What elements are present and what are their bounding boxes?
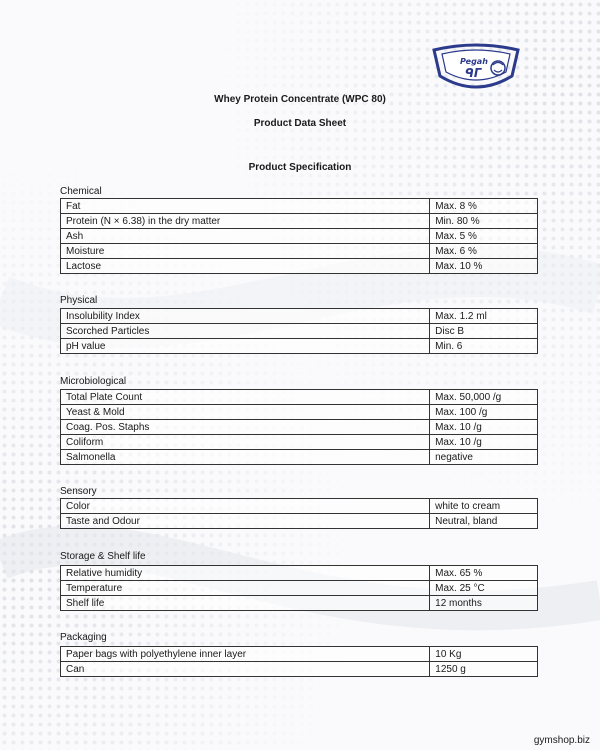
section-label-sensory: Sensory bbox=[60, 486, 97, 497]
spec-name: pH value bbox=[61, 339, 430, 354]
spec-value: Disc B bbox=[430, 324, 538, 339]
spec-value: Max. 100 /g bbox=[430, 405, 538, 420]
spec-value: Max. 6 % bbox=[430, 244, 538, 259]
table-row bbox=[61, 514, 538, 529]
spec-value: Neutral, bland bbox=[430, 514, 538, 529]
spec-name: Yeast & Mold bbox=[61, 405, 430, 420]
spec-value: 1250 g bbox=[430, 662, 538, 677]
table-sensory bbox=[60, 498, 538, 529]
table-row bbox=[61, 450, 538, 465]
table-row bbox=[61, 662, 538, 677]
spec-value: 10 Kg bbox=[430, 647, 538, 662]
table-row bbox=[61, 435, 538, 450]
table-row bbox=[61, 390, 538, 405]
spec-value: white to cream bbox=[430, 499, 538, 514]
table-row bbox=[61, 199, 538, 214]
spec-value: Max. 10 /g bbox=[430, 435, 538, 450]
spec-value: Max. 8 % bbox=[430, 199, 538, 214]
spec-value: Max. 10 /g bbox=[430, 420, 538, 435]
table-row bbox=[61, 405, 538, 420]
table-chemical bbox=[60, 198, 538, 274]
spec-value: Max. 25 °C bbox=[430, 581, 538, 596]
spec-heading: Product Specification bbox=[248, 162, 352, 173]
table-row bbox=[61, 581, 538, 596]
table-storage bbox=[60, 565, 538, 611]
table-microbiological bbox=[60, 389, 538, 465]
section-label-storage: Storage & Shelf life bbox=[60, 551, 146, 562]
logo-wordmark: Pegah bbox=[460, 57, 488, 66]
spec-name: Relative humidity bbox=[61, 566, 430, 581]
spec-name: Lactose bbox=[61, 259, 430, 274]
spec-value: negative bbox=[430, 450, 538, 465]
table-row bbox=[61, 596, 538, 611]
spec-value: 12 months bbox=[430, 596, 538, 611]
document-title: Whey Protein Concentrate (WPC 80) bbox=[214, 94, 386, 105]
table-row bbox=[61, 309, 538, 324]
spec-name: Temperature bbox=[61, 581, 430, 596]
table-physical bbox=[60, 308, 538, 354]
section-label-packaging: Packaging bbox=[60, 632, 107, 643]
spec-value: Min. 6 bbox=[430, 339, 538, 354]
spec-value: Min. 80 % bbox=[430, 214, 538, 229]
spec-value: Max. 1.2 ml bbox=[430, 309, 538, 324]
spec-name: Can bbox=[61, 662, 430, 677]
section-label-microbiological: Microbiological bbox=[60, 376, 127, 387]
table-row bbox=[61, 566, 538, 581]
spec-name: Taste and Odour bbox=[61, 514, 430, 529]
spec-name: Color bbox=[61, 499, 430, 514]
spec-name: Coag. Pos. Staphs bbox=[61, 420, 430, 435]
table-row bbox=[61, 324, 538, 339]
document-subtitle: Product Data Sheet bbox=[253, 118, 347, 129]
section-label-chemical: Chemical bbox=[60, 186, 102, 197]
spec-name: Ash bbox=[61, 229, 430, 244]
svg-text:ᑫᒥ: ᑫᒥ bbox=[465, 66, 482, 80]
table-row bbox=[61, 244, 538, 259]
watermark-text: gymshop.biz bbox=[533, 735, 590, 746]
spec-value: Max. 5 % bbox=[430, 229, 538, 244]
table-packaging bbox=[60, 646, 538, 677]
spec-value: Max. 10 % bbox=[430, 259, 538, 274]
section-label-physical: Physical bbox=[60, 295, 98, 306]
spec-name: Insolubility Index bbox=[61, 309, 430, 324]
spec-name: Protein (N × 6.38) in the dry matter bbox=[61, 214, 430, 229]
spec-value: Max. 50,000 /g bbox=[430, 390, 538, 405]
spec-name: Total Plate Count bbox=[61, 390, 430, 405]
table-row bbox=[61, 229, 538, 244]
table-row bbox=[61, 647, 538, 662]
pegah-logo bbox=[430, 42, 522, 94]
spec-name: Coliform bbox=[61, 435, 430, 450]
table-row bbox=[61, 339, 538, 354]
spec-name: Scorched Particles bbox=[61, 324, 430, 339]
table-row bbox=[61, 214, 538, 229]
spec-name: Shelf life bbox=[61, 596, 430, 611]
table-row bbox=[61, 420, 538, 435]
spec-name: Paper bags with polyethylene inner layer bbox=[61, 647, 430, 662]
spec-name: Salmonella bbox=[61, 450, 430, 465]
table-row bbox=[61, 499, 538, 514]
spec-name: Fat bbox=[61, 199, 430, 214]
table-row bbox=[61, 259, 538, 274]
spec-name: Moisture bbox=[61, 244, 430, 259]
spec-value: Max. 65 % bbox=[430, 566, 538, 581]
